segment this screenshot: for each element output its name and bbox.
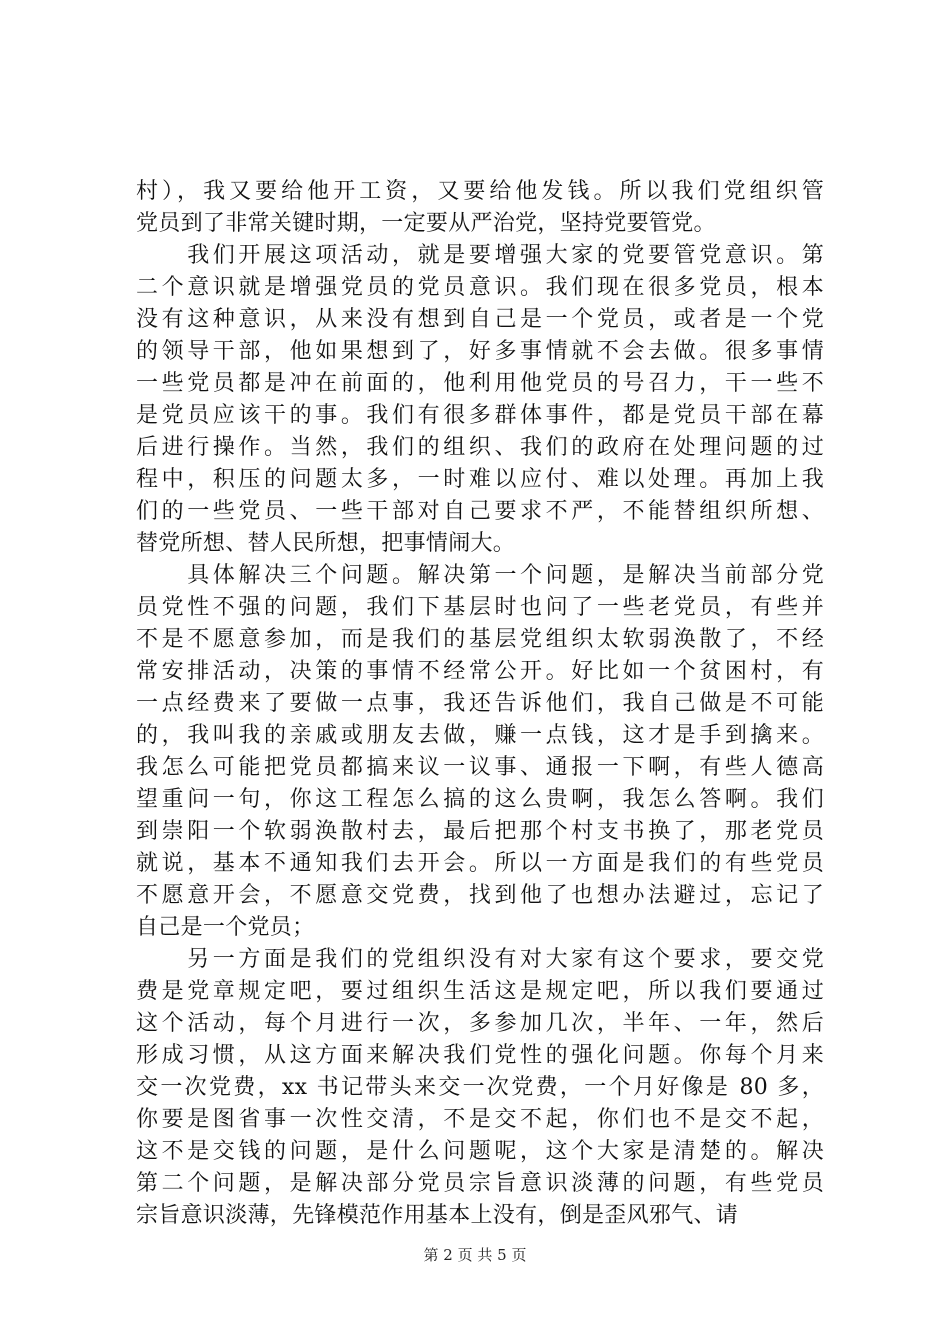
text-line: 是党员应该干的事。我们有很多群体事件，都是党员干部在幕 bbox=[136, 403, 824, 428]
text-line: 后进行操作。当然，我们的组织、我们的政府在处理问题的过 bbox=[136, 435, 824, 460]
text-line: 二个意识就是增强党员的党员意识。我们现在很多党员，根本 bbox=[136, 275, 824, 300]
text-line: 替党所想、替人民所想，把事情闹大。 bbox=[136, 531, 516, 556]
text-line: 一些党员都是冲在前面的，他利用他党员的号召力，干一些不 bbox=[136, 371, 824, 396]
text-line: 另一方面是我们的党组织没有对大家有这个要求，要交党 bbox=[136, 947, 824, 972]
text-line: 费是党章规定吧，要过组织生活这是规定吧，所以我们要通过 bbox=[136, 979, 824, 1004]
page-footer: 第 2 页 共 5 页 bbox=[423, 1246, 527, 1264]
text-line: 就说，基本不通知我们去开会。所以一方面是我们的有些党员 bbox=[136, 851, 824, 876]
text-line: 不是不愿意参加，而是我们的基层党组织太软弱涣散了，不经 bbox=[136, 627, 824, 652]
text-line: 常安排活动，决策的事情不经常公开。好比如一个贫困村，有 bbox=[136, 659, 824, 684]
text-line: 形成习惯，从这方面来解决我们党性的强化问题。你每个月来 bbox=[136, 1043, 824, 1068]
text-line: 村），我又要给他开工资，又要给他发钱。所以我们党组织管 bbox=[136, 179, 824, 204]
text-line: 没有这种意识，从来没有想到自己是一个党员，或者是一个党 bbox=[136, 307, 824, 332]
text-line: 交一次党费，xx 书记带头来交一次党费，一个月好像是 80 多， bbox=[136, 1075, 824, 1100]
text-line: 望重问一句，你这工程怎么搞的这么贵啊，我怎么答啊。我们 bbox=[136, 787, 824, 812]
text-line: 我怎么可能把党员都搞来议一议事、通报一下啊，有些人德高 bbox=[136, 755, 824, 780]
text-line: 一点经费来了要做一点事，我还告诉他们，我自己做是不可能 bbox=[136, 691, 824, 716]
text-line: 这个活动，每个月进行一次，多参加几次，半年、一年，然后 bbox=[136, 1011, 824, 1036]
text-line: 自己是一个党员； bbox=[136, 915, 315, 940]
text-line: 宗旨意识淡薄，先锋模范作用基本上没有，倒是歪风邪气、请 bbox=[136, 1203, 739, 1228]
text-line: 不愿意开会，不愿意交党费，找到他了也想办法避过，忘记了 bbox=[136, 883, 824, 908]
paragraph bbox=[136, 176, 824, 240]
paragraph bbox=[136, 944, 824, 1232]
text-line: 这不是交钱的问题，是什么问题呢，这个大家是清楚的。解决 bbox=[136, 1139, 824, 1164]
text-line: 到崇阳一个软弱涣散村去，最后把那个村支书换了，那老党员 bbox=[136, 819, 824, 844]
text-line: 的领导干部，他如果想到了，好多事情就不会去做。很多事情 bbox=[136, 339, 824, 364]
text-line: 具体解决三个问题。解决第一个问题，是解决当前部分党 bbox=[136, 563, 824, 588]
document-body bbox=[136, 176, 824, 1232]
text-line: 们的一些党员、一些干部对自己要求不严，不能替组织所想、 bbox=[136, 499, 824, 524]
paragraph bbox=[136, 240, 824, 560]
text-line: 党员到了非常关键时期，一定要从严治党，坚持党要管党。 bbox=[136, 211, 716, 236]
text-line: 员党性不强的问题，我们下基层时也问了一些老党员，有些并 bbox=[136, 595, 824, 620]
text-line: 你要是图省事一次性交清，不是交不起，你们也不是交不起， bbox=[136, 1107, 824, 1132]
text-line: 的，我叫我的亲戚或朋友去做，赚一点钱，这才是手到擒来。 bbox=[136, 723, 824, 748]
paragraph bbox=[136, 560, 824, 944]
text-line: 我们开展这项活动，就是要增强大家的党要管党意识。第 bbox=[136, 243, 824, 268]
text-line: 程中，积压的问题太多，一时难以应付、难以处理。再加上我 bbox=[136, 467, 824, 492]
text-line: 第二个问题，是解决部分党员宗旨意识淡薄的问题，有些党员 bbox=[136, 1171, 824, 1196]
